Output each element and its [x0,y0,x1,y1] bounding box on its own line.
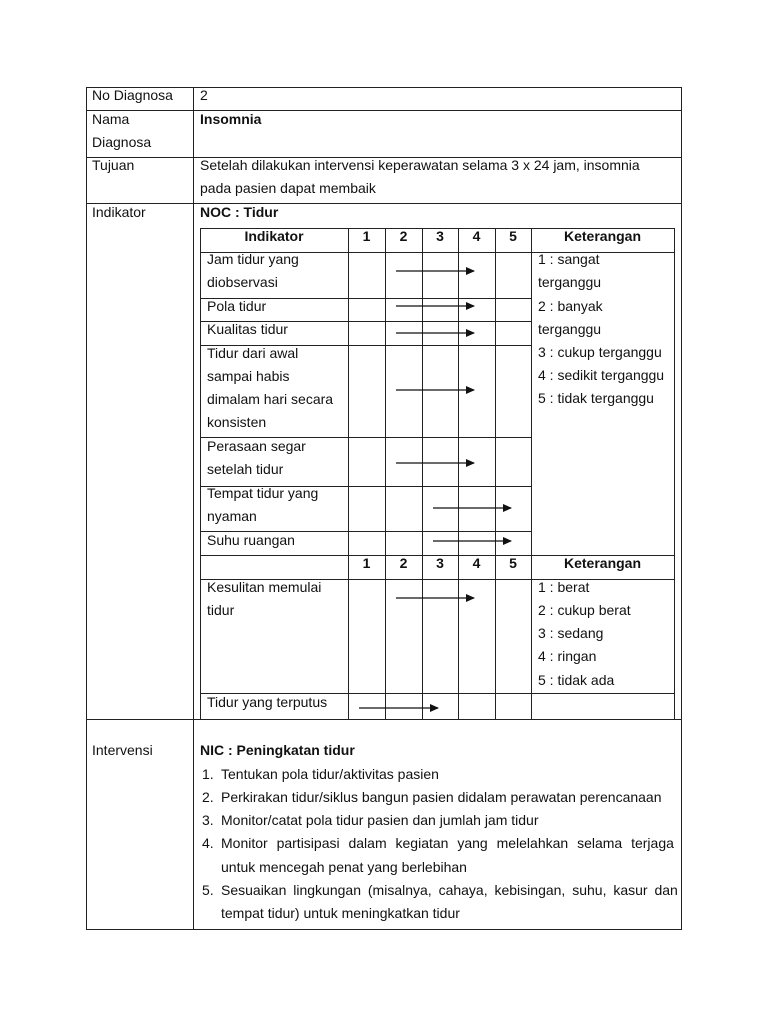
noc-header-indikator: Indikator [244,228,304,244]
indikator-label: Indikator [92,204,146,220]
nic-item-5-number: 5. [202,882,214,898]
indicator-tidur-awal-line4: konsisten [207,414,267,430]
keterangan-2-line4: 4 : ringan [538,648,597,664]
indicator-kualitas-tidur: Kualitas tidur [207,321,288,337]
indicator-jam-tidur-line2: diobservasi [207,274,278,290]
keterangan-1-line6: 4 : sedikit terganggu [538,367,665,383]
nic-item-5-text-line2: tempat tidur) untuk meningkatkan tidur [221,905,460,921]
nic-item-4-text-line2: untuk mencegah penat yang berlebihan [221,859,467,875]
noc-header-scale-2: 2 [399,228,408,244]
nic-item-1-text: Tentukan pola tidur/aktivitas pasien [221,766,439,782]
nama-diagnosa-label-line2: Diagnosa [92,134,152,150]
noc-header2-keterangan: Keterangan [563,555,642,571]
noc-header-scale-4: 4 [472,228,481,244]
indicator-tidur-terputus: Tidur yang terputus [207,694,328,710]
keterangan-2-line1: 1 : berat [538,579,590,595]
indicator-tidur-awal-line2: sampai habis [207,368,290,384]
keterangan-2-line3: 3 : sedang [538,625,604,641]
nic-item-1-number: 1. [202,766,214,782]
indicator-kesulitan-line1: Kesulitan memulai [207,579,322,595]
noc-header2-scale-1: 1 [362,555,371,571]
noc-header2-scale-4: 4 [472,555,481,571]
indicator-tempat-tidur-line1: Tempat tidur yang [207,485,319,501]
tujuan-label: Tujuan [92,157,135,173]
nic-item-2-text: Perkirakan tidur/siklus bangun pasien didalam perawatan perencanaan [221,789,662,805]
keterangan-1-line7: 5 : tidak terganggu [538,390,654,406]
indicator-perasaan-segar-line2: setelah tidur [207,461,284,477]
noc-header2-scale-3: 3 [436,555,444,571]
no-diagnosa-value: 2 [200,87,208,103]
indicator-tidur-awal-line3: dimalam hari secara [207,391,334,407]
keterangan-1-line3: 2 : banyak [538,298,603,314]
keterangan-2-line2: 2 : cukup berat [538,602,631,618]
keterangan-1-line5: 3 : cukup terganggu [538,344,662,360]
indicator-tempat-tidur-line2: nyaman [207,508,257,524]
nic-item-3-number: 3. [202,812,214,828]
keterangan-2-line5: 5 : tidak ada [538,672,615,688]
noc-header-keterangan: Keterangan [563,228,642,244]
keterangan-1-line4: terganggu [538,321,602,337]
noc-header-scale-1: 1 [362,228,371,244]
indicator-suhu-ruangan: Suhu ruangan [207,532,295,548]
noc-header2-scale-5: 5 [509,555,517,571]
noc-header-scale-3: 3 [436,228,444,244]
keterangan-1-line1: 1 : sangat [538,251,600,267]
tujuan-text-line2: pada pasien dapat membaik [200,180,376,196]
no-diagnosa-label: No Diagnosa [92,87,173,103]
noc-title: NOC : Tidur [200,204,279,220]
indicator-jam-tidur-line1: Jam tidur yang [207,251,299,267]
indicator-perasaan-segar-line1: Perasaan segar [207,438,306,454]
tujuan-text-line1: Setelah dilakukan intervensi keperawatan selama 3 x 24 jam, insomnia [200,157,640,173]
noc-header-scale-5: 5 [509,228,517,244]
nic-title: NIC : Peningkatan tidur [200,742,355,758]
nic-item-4-text-line1: Monitor partisipasi dalam kegiatan yang melelahkan selama terjaga [221,835,674,851]
intervensi-label: Intervensi [92,742,153,758]
indicator-pola-tidur: Pola tidur [207,298,267,314]
nic-item-3-text: Monitor/catat pola tidur pasien dan jumlah jam tidur [221,812,539,828]
noc-header2-scale-2: 2 [399,555,408,571]
nama-diagnosa-label-line1: Nama [92,111,130,127]
keterangan-1-line2: terganggu [538,274,602,290]
nic-item-2-number: 2. [202,789,214,805]
nic-item-5-text-line1: Sesuaikan lingkungan (misalnya, cahaya, kebisingan, suhu, kasur dan [221,882,678,898]
nama-diagnosa-value: Insomnia [200,111,262,127]
indicator-kesulitan-line2: tidur [207,602,235,618]
indicator-tidur-awal-line1: Tidur dari awal [207,345,299,361]
nic-item-4-number: 4. [202,835,214,851]
